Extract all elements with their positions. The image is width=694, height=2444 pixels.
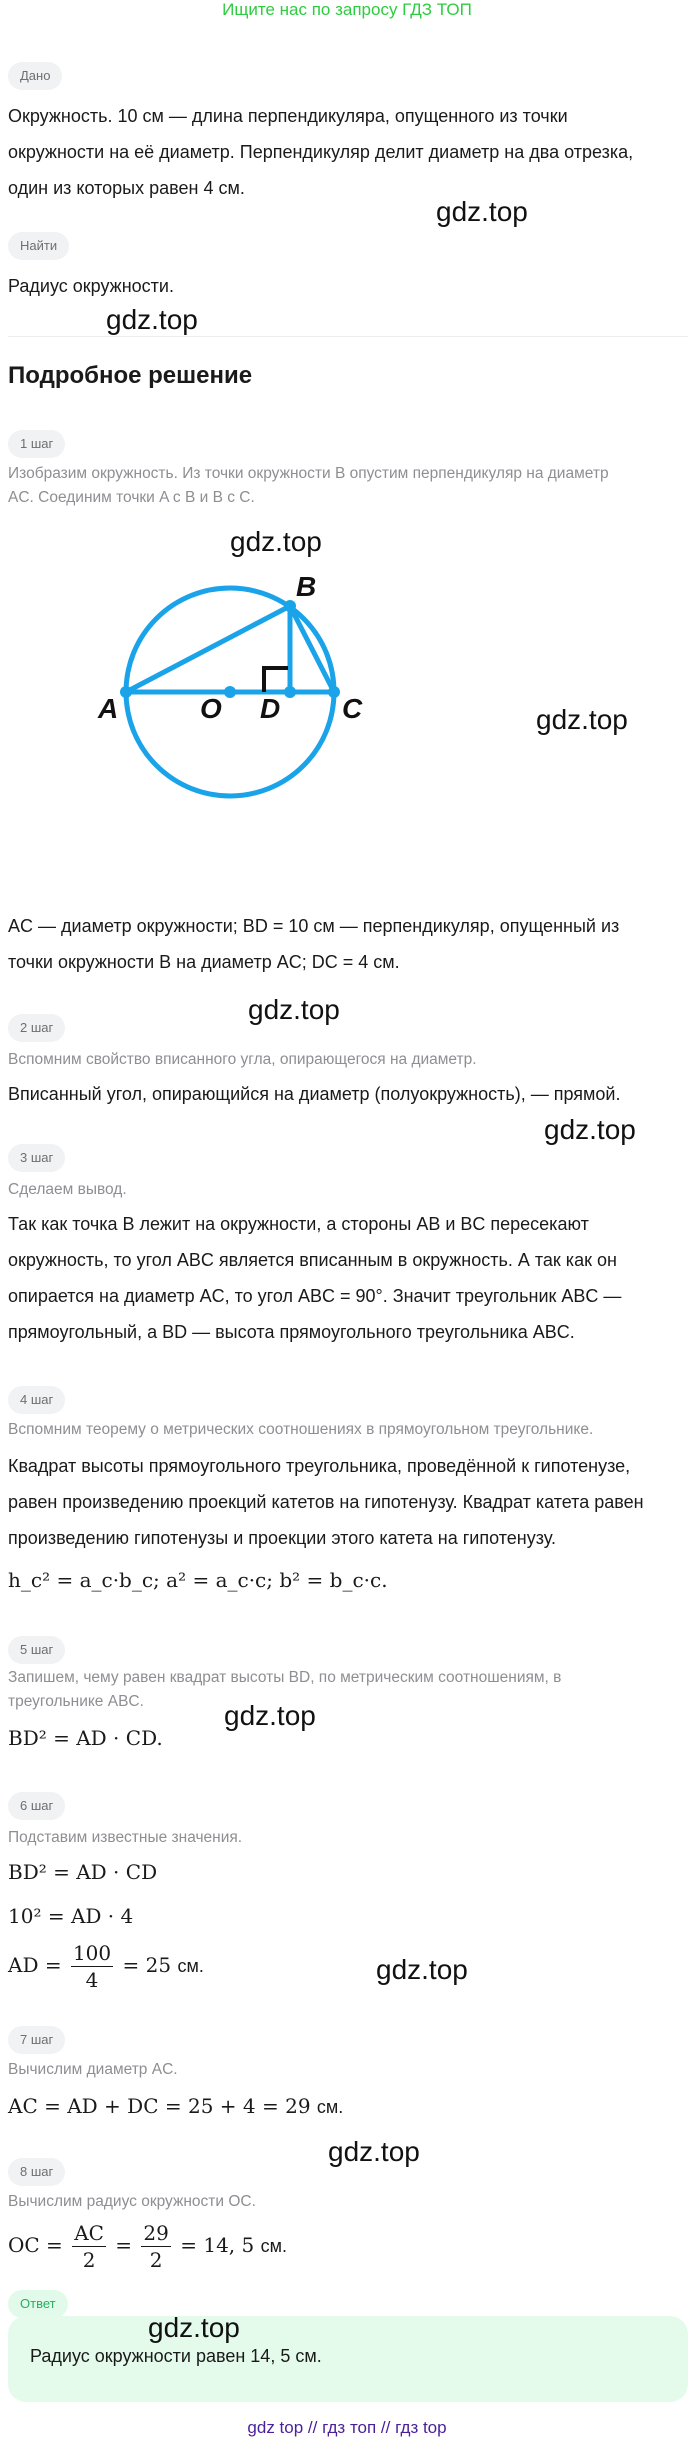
given-line-1: Окружность. 10 см — длина перпендикуляра, опущенного из точки — [8, 106, 568, 126]
right-angle-mark — [264, 668, 288, 692]
watermark: gdz.top — [106, 304, 198, 335]
step-5-hint-1: Запишем, чему равен квадрат высоты BD, по метрическим соотношениям, в — [8, 1669, 562, 1686]
point-c — [328, 686, 340, 698]
step-2-text: Вписанный угол, опирающийся на диаметр (полуокружность), — прямой. — [8, 1084, 621, 1104]
step-8-fraction-2 — [141, 2220, 170, 2273]
watermark: gdz.top — [248, 994, 340, 1025]
circle-figure — [80, 560, 380, 810]
step-3-line-2: окружность, то угол ABC является вписанным в окружность. А так как он — [8, 1250, 617, 1270]
watermark: gdz.top — [536, 704, 628, 735]
step-2-tag: 2 шаг — [8, 1014, 65, 1042]
step-7-formula-expr: AC = AD + DC = 25 + 4 = 29 — [8, 2094, 311, 2118]
step-5-formula: BD² = AD · CD. — [8, 1726, 163, 1750]
label-a: A — [98, 693, 119, 724]
step-1-line-2: точки окружности B на диаметр AC; DC = 4 см. — [8, 952, 400, 972]
step-6-denominator: 4 — [85, 1968, 99, 1992]
watermark: gdz.top — [230, 526, 322, 557]
answer-text: Радиус окружности равен 14, 5 см. — [30, 2346, 322, 2366]
step-7-hint: Вычислим диаметр AC. — [8, 2061, 178, 2078]
step-3-tag: 3 шаг — [8, 1144, 65, 1172]
answer-box — [8, 2316, 688, 2402]
label-o: O — [200, 693, 222, 724]
step-1-tag: 1 шаг — [8, 430, 65, 458]
section-divider — [8, 336, 688, 337]
step-8-formula-right: = 14, 5 — [180, 2233, 255, 2257]
watermark: gdz.top — [376, 1954, 468, 1985]
label-b: B — [296, 571, 317, 602]
step-3-line-1: Так как точка B лежит на окружности, а стороны AB и BC пересекают — [8, 1214, 589, 1234]
step-8-unit: см. — [260, 2236, 287, 2256]
step-6-unit: см. — [177, 1956, 204, 1976]
step-6-hint: Подставим известные значения. — [8, 1829, 243, 1846]
step-1-hint-1: Изобразим окружность. Из точки окружности B опустим перпендикуляр на диаметр — [8, 465, 609, 482]
step-3-line-3: опирается на диаметр AC, то угол ABC = 90°. Значит треугольник ABC — — [8, 1286, 622, 1306]
step-8-formula-left: OC = — [8, 2233, 63, 2257]
step-6-formula-3 — [8, 1940, 204, 1993]
step-1-hint-2: AC. Соединим точки A с B и B с C. — [8, 489, 255, 506]
step-7-formula — [8, 2094, 343, 2118]
step-4-tag: 4 шаг — [8, 1386, 65, 1414]
step-4-line-3: произведению гипотенузы и проекции этого катета на гипотенузу. — [8, 1528, 556, 1548]
step-6-formula-2: 10² = AD · 4 — [8, 1904, 134, 1928]
step-4-hint: Вспомним теорему о метрических соотношениях в прямоугольном треугольнике. — [8, 1421, 594, 1438]
find-text: Радиус окружности. — [8, 276, 174, 296]
step-3-line-4: прямоугольный, а BD — высота прямоугольного треугольника ABC. — [8, 1322, 575, 1342]
answer-tag: Ответ — [8, 2290, 68, 2318]
point-a — [120, 686, 132, 698]
solution-title: Подробное решение — [8, 362, 253, 389]
step-4-line-1: Квадрат высоты прямоугольного треугольника, проведённой к гипотенузе, — [8, 1456, 631, 1476]
watermark: gdz.top — [544, 1114, 636, 1145]
step-8-denominator-1: 2 — [82, 2248, 96, 2272]
given-tag: Дано — [8, 62, 62, 90]
watermark: gdz.top — [224, 1700, 316, 1731]
label-d: D — [260, 693, 281, 724]
step-8-numerator-1: AC — [74, 2221, 104, 2245]
footer-links[interactable]: gdz top // гдз топ // гдз top — [247, 2418, 447, 2437]
step-1-line-1: AC — диаметр окружности; BD = 10 см — перпендикуляр, опущенный из — [8, 916, 620, 936]
point-o — [224, 686, 236, 698]
given-line-3: один из которых равен 4 см. — [8, 178, 245, 198]
step-7-tag: 7 шаг — [8, 2026, 65, 2054]
step-8-numerator-2: 29 — [143, 2221, 169, 2245]
step-8-formula — [8, 2220, 287, 2273]
step-4-formula: h_c² = a_c·b_c; a² = a_c·c; b² = b_c·c. — [8, 1568, 388, 1592]
step-8-denominator-2: 2 — [149, 2248, 163, 2272]
step-6-fraction — [71, 1940, 113, 1993]
watermark: gdz.top — [328, 2136, 420, 2167]
step-6-tag: 6 шаг — [8, 1792, 65, 1820]
watermark: gdz.top — [148, 2312, 240, 2343]
watermark: gdz.top — [436, 196, 528, 227]
step-6-formula-1: BD² = AD · CD — [8, 1860, 158, 1884]
given-line-2: окружности на её диаметр. Перпендикуляр делит диаметр на два отрезка, — [8, 142, 634, 162]
step-7-unit: см. — [316, 2097, 344, 2117]
step-5-tag: 5 шаг — [8, 1636, 65, 1664]
step-8-fraction-1 — [72, 2220, 106, 2273]
step-4-line-2: равен произведению проекций катетов на гипотенузу. Квадрат катета равен — [8, 1492, 644, 1512]
label-c: C — [342, 693, 363, 724]
step-8-equals: = — [115, 2233, 133, 2257]
find-tag: Найти — [8, 232, 69, 260]
step-2-hint: Вспомним свойство вписанного угла, опирающегося на диаметр. — [8, 1051, 477, 1068]
step-8-tag: 8 шаг — [8, 2158, 65, 2186]
step-5-hint-2: треугольнике ABC. — [8, 1693, 144, 1710]
point-b — [284, 600, 296, 612]
step-8-hint: Вычислим радиус окружности OC. — [8, 2193, 256, 2210]
step-3-hint: Сделаем вывод. — [8, 1181, 127, 1198]
step-6-formula-3-left: AD = — [8, 1953, 62, 1977]
point-d — [284, 686, 296, 698]
search-hint-link[interactable]: Ищите нас по запросу ГДЗ ТОП — [222, 0, 472, 19]
step-6-formula-3-right: = 25 — [122, 1953, 172, 1977]
step-6-numerator: 100 — [72, 1941, 112, 1965]
